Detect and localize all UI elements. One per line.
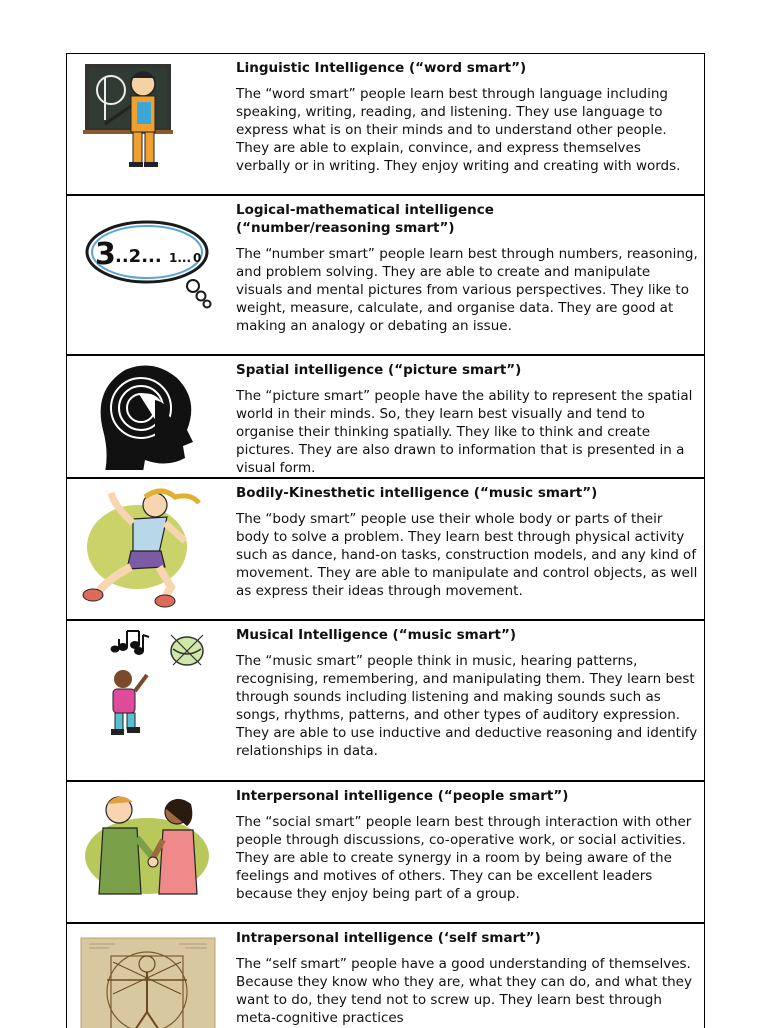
intelligences-table	[66, 53, 705, 1028]
row-body: The “number smart” people learn best through numbers, reasoning, and problem solving. They are able to create and manipulate visuals and mental pictures from various perspectives. They like to weight, measure, calculate, and organise data. They are good at making an analogy or debating an issue.	[236, 246, 698, 334]
row-body: The “body smart” people use their whole body or parts of their body to solve a problem. They learn best through physical activity such as dance, hand-on tasks, construction models, and any kind of movement. They are able to manipulate and control objects, as well as express their ideas through movement.	[236, 511, 698, 599]
row-title: Bodily-Kinesthetic intelligence (“music smart”)	[236, 485, 598, 501]
table-row	[67, 479, 704, 621]
row-title: Interpersonal intelligence (“people smart”)	[236, 788, 569, 804]
countdown-2: ..2...	[115, 246, 162, 267]
table-row	[67, 54, 704, 196]
table-row	[67, 356, 704, 479]
countdown-3: 3	[95, 237, 116, 272]
table-row	[67, 782, 704, 924]
music-child-drum-icon	[75, 625, 225, 755]
row-body: The “picture smart” people have the ability to represent the spatial world in their minds. So, they learn best visually and tend to organise their thinking spatially. They like to think and create pictures. They are also drawn to information that is presented in a visual form.	[236, 388, 693, 476]
row-body: The “word smart” people learn best through language including speaking, writing, reading, and listening. They use language to express what is on their minds and to understand other people. They are able to explain, convince, and express themselves verbally or in writing. They enjoy writing and creating with words.	[236, 86, 681, 174]
row-body: The “social smart” people learn best through interaction with other people through discussions, co-operative work, or social activities. They are able to create synergy in a room by being aware of the feelings and motives of others. They can be excellent leaders because they enjoy being part of a group.	[236, 814, 692, 902]
vitruvian-man-icon	[75, 928, 225, 1028]
head-maze-silhouette-icon	[75, 360, 225, 470]
row-body: The “music smart” people think in music, hearing patterns, recognising, remembering, and manipulating them. They learn best through sounds including listening and making sounds such as songs, rhythms, patterns, and other types of auditory expression. They are able to use inductive and deductive reasoning and identify relationships in data.	[236, 653, 698, 759]
row-title: Logical-mathematical intelligence (“number/reasoning smart”)	[236, 202, 494, 236]
row-title: Musical Intelligence (“music smart”)	[236, 627, 517, 643]
two-people-handshake-icon	[75, 786, 225, 906]
row-title: Linguistic Intelligence (“word smart”)	[236, 60, 527, 76]
table-row	[67, 924, 704, 1028]
row-body: The “self smart” people have a good understanding of themselves. Because they know who they are, what they can do, and what they want to do, they tend not to screw up. They learn best through meta-cognitive practices	[236, 956, 692, 1026]
row-title: Spatial intelligence (“picture smart”)	[236, 362, 522, 378]
countdown-0: 0	[193, 251, 202, 265]
countdown-1: 1...	[169, 251, 192, 265]
running-girl-icon	[75, 483, 225, 608]
row-title: Intrapersonal intelligence (‘self smart”)	[236, 930, 541, 946]
table-row	[67, 621, 704, 782]
teacher-chalkboard-icon	[75, 58, 225, 188]
countdown-thought-bubble-icon	[75, 200, 225, 310]
table-row	[67, 196, 704, 356]
